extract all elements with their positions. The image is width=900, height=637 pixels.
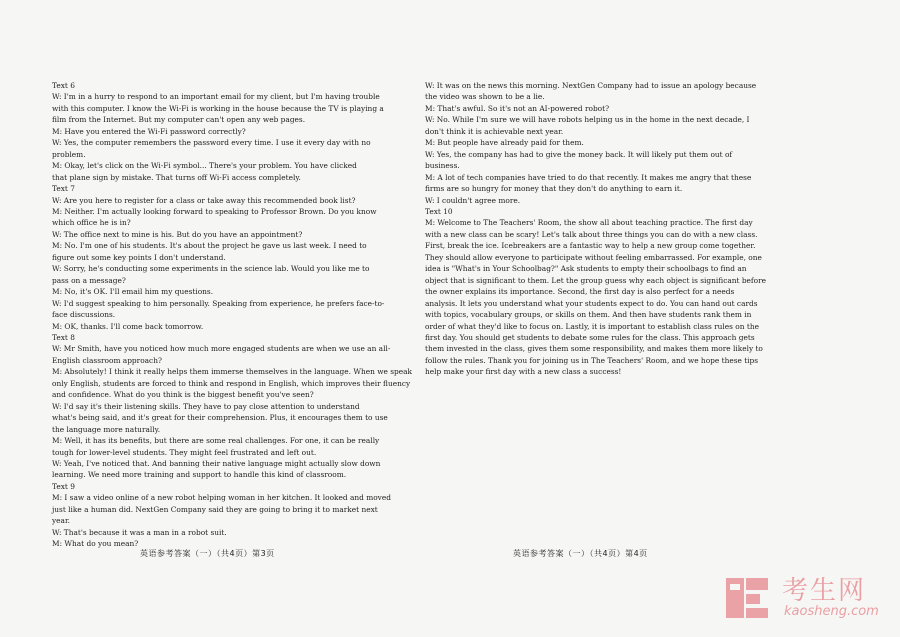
right-text-line: W: I couldn't agree more. [425, 195, 521, 205]
right-text-line: M: A lot of tech companies have tried to do that recently. It makes me angry that these [425, 172, 752, 182]
left-text-line: M: Have you entered the Wi-Fi password correctly? [52, 126, 246, 136]
right-text-line: don't think it is achievable next year. [425, 126, 564, 136]
left-text-line: M: OK, thanks. I'll come back tomorrow. [52, 321, 204, 331]
left-text-line: W: Yeah, I've noticed that. And banning their native language might actually slow down [52, 458, 381, 468]
left-text-line: W: The office next to mine is his. But do you have an appointment? [52, 229, 303, 239]
left-text-line: W: Yes, the computer remembers the password every time. I use it every day with no [52, 138, 371, 148]
right-text-line: W: No. While I'm sure we will have robots helping us in the home in the next decade, I [425, 115, 750, 125]
right-text-line: M: That's awful. So it's not an AI-powered robot? [425, 103, 610, 113]
right-text-line: first day. You should get students to debate some rules for the class. This approach gets [425, 332, 755, 342]
left-text-line: M: Well, it has its benefits, but there are some real challenges. For one, it can be really [52, 436, 380, 446]
right-text-line: object that is significant to them. Let the group guess why each object is significant before [425, 275, 767, 285]
left-text-line: W: Mr Smith, have you noticed how much more engaged students are when we use an all- [52, 344, 391, 354]
right-text-line: W: It was on the news this morning. NextGen Company had to issue an apology because [425, 81, 757, 90]
left-text-line: W: I'd say it's their listening skills. They have to pay close attention to understand [52, 401, 360, 411]
left-text-line: W: Sorry, he's conducting some experiments in the science lab. Would you like me to [52, 264, 370, 274]
left-text-line: M: Okay, let's click on the Wi-Fi symbol... There's your problem. You have clicked [52, 161, 357, 171]
watermark-chinese-text: 考生网 [782, 576, 867, 606]
right-text-line: help make your first day with a new class a success! [425, 367, 622, 377]
right-text-line: First, break the ice. Icebreakers are a fantastic way to help a new group come together. [425, 241, 756, 251]
left-text-line: M: Absolutely! I think it really helps them immerse themselves in the language. When we speak [52, 367, 413, 377]
kaosheng-watermark [724, 568, 894, 626]
right-text-line: the video was shown to be a lie. [425, 92, 545, 102]
left-text-line: and confidence. What do you think is the biggest benefit you've seen? [52, 390, 314, 400]
left-text-line: with this computer. I know the Wi-Fi is working in the house because the TV is playing a [52, 103, 384, 113]
right-page-footer: 英语参考答案（一）（共4页）第4页 [513, 549, 648, 558]
right-text-line: the owner explains its importance. Second, the first day is also perfect for a needs [425, 287, 735, 297]
left-text-line: M: I saw a video online of a new robot helping woman in her kitchen. It looked and moved [52, 493, 391, 503]
left-text-line: problem. [52, 149, 86, 159]
left-text-line: learning. We need more training and support to handle this kind of classroom. [52, 470, 347, 480]
left-text-line: Text 7 [52, 184, 75, 194]
left-text-line: M: What do you mean? [52, 539, 139, 549]
left-text-line: W: I'd suggest speaking to him personally. Speaking from experience, he prefers face-to- [52, 298, 385, 308]
left-text-line: W: Are you here to register for a class or take away this recommended book list? [52, 195, 356, 205]
right-text-line: follow the rules. Thank you for joining us in The Teachers' Room, and we hope these tips [425, 355, 759, 365]
right-text-line: W: Yes, the company has had to give the money back. It will likely put them out of [425, 149, 733, 159]
kaosheng-logo-icon [724, 574, 772, 622]
right-text-line: M: Welcome to The Teachers' Room, the show all about teaching practice. The first day [425, 218, 753, 228]
left-text-line: what's being said, and it's great for their comprehension. Plus, it encourages them to use [52, 413, 388, 423]
left-text-line: Text 6 [52, 81, 75, 90]
right-text-line: firms are so hungry for money that they don't do anything to earn it. [425, 184, 683, 194]
right-text-line: idea is "What's in Your Schoolbag?" Ask students to empty their schoolbags to find an [425, 264, 747, 274]
left-text-line: M: Neither. I'm actually looking forward to speaking to Professor Brown. Do you know [52, 206, 377, 216]
left-text-line: just like a human did. NextGen Company said they are going to bring it to market next [52, 504, 378, 514]
left-text-line: Text 8 [52, 332, 75, 342]
left-text-line: face discussions. [52, 310, 116, 320]
right-text-line: They should allow everyone to participate without feeling embarrassed. For example, one [425, 252, 762, 262]
left-text-line: M: No, it's OK. I'll email him my questions. [52, 287, 214, 297]
left-text-line: pass on a message? [52, 275, 126, 285]
left-text-line: tough for lower-level students. They might feel frustrated and left out. [52, 447, 317, 457]
left-text-line: the language more naturally. [52, 424, 161, 434]
left-text-line: W: That's because it was a man in a robot suit. [52, 527, 227, 537]
watermark-domain-text: kaosheng.com [784, 604, 879, 619]
right-text-line: analysis. It lets you understand what your students expect to do. You can hand out cards [425, 298, 758, 308]
right-text-line: Text 10 [425, 206, 453, 216]
left-text-line: that plane sign by mistake. That turns off Wi-Fi access completely. [52, 172, 301, 182]
right-text-line: with topics, vocabulary groups, or skills on them. And then have students rank them in [425, 310, 752, 320]
left-text-line: year. [52, 516, 71, 526]
right-text-line: with a new class can be scary! Let's talk about three things you can do with a new class. [425, 229, 758, 239]
left-column [52, 80, 413, 550]
right-text-line: them invested in the class, gives them some responsibility, and makes them more likely to [425, 344, 763, 354]
left-text-line: which office he is in? [52, 218, 131, 228]
left-text-line: English classroom approach? [52, 355, 162, 365]
left-page-footer: 英语参考答案（一）（共4页）第3页 [140, 549, 275, 558]
right-column [425, 80, 767, 378]
right-text-line: M: But people have already paid for them. [425, 138, 584, 148]
left-text-line: M: No. I'm one of his students. It's about the project he gave us last week. I need to [52, 241, 367, 251]
right-text-line: order of what they'd like to focus on. Lastly, it is important to establish class rules on the [425, 321, 759, 331]
left-text-line: film from the Internet. But my computer can't open any web pages. [52, 115, 306, 125]
right-text-line: business. [425, 161, 460, 171]
left-text-line: only English, students are forced to think and respond in English, which improves their fluency [52, 378, 411, 388]
left-text-line: W: I'm in a hurry to respond to an important email for my client, but I'm having trouble [52, 92, 380, 102]
left-text-line: Text 9 [52, 481, 75, 491]
left-text-line: figure out some key points I don't understand. [52, 252, 226, 262]
